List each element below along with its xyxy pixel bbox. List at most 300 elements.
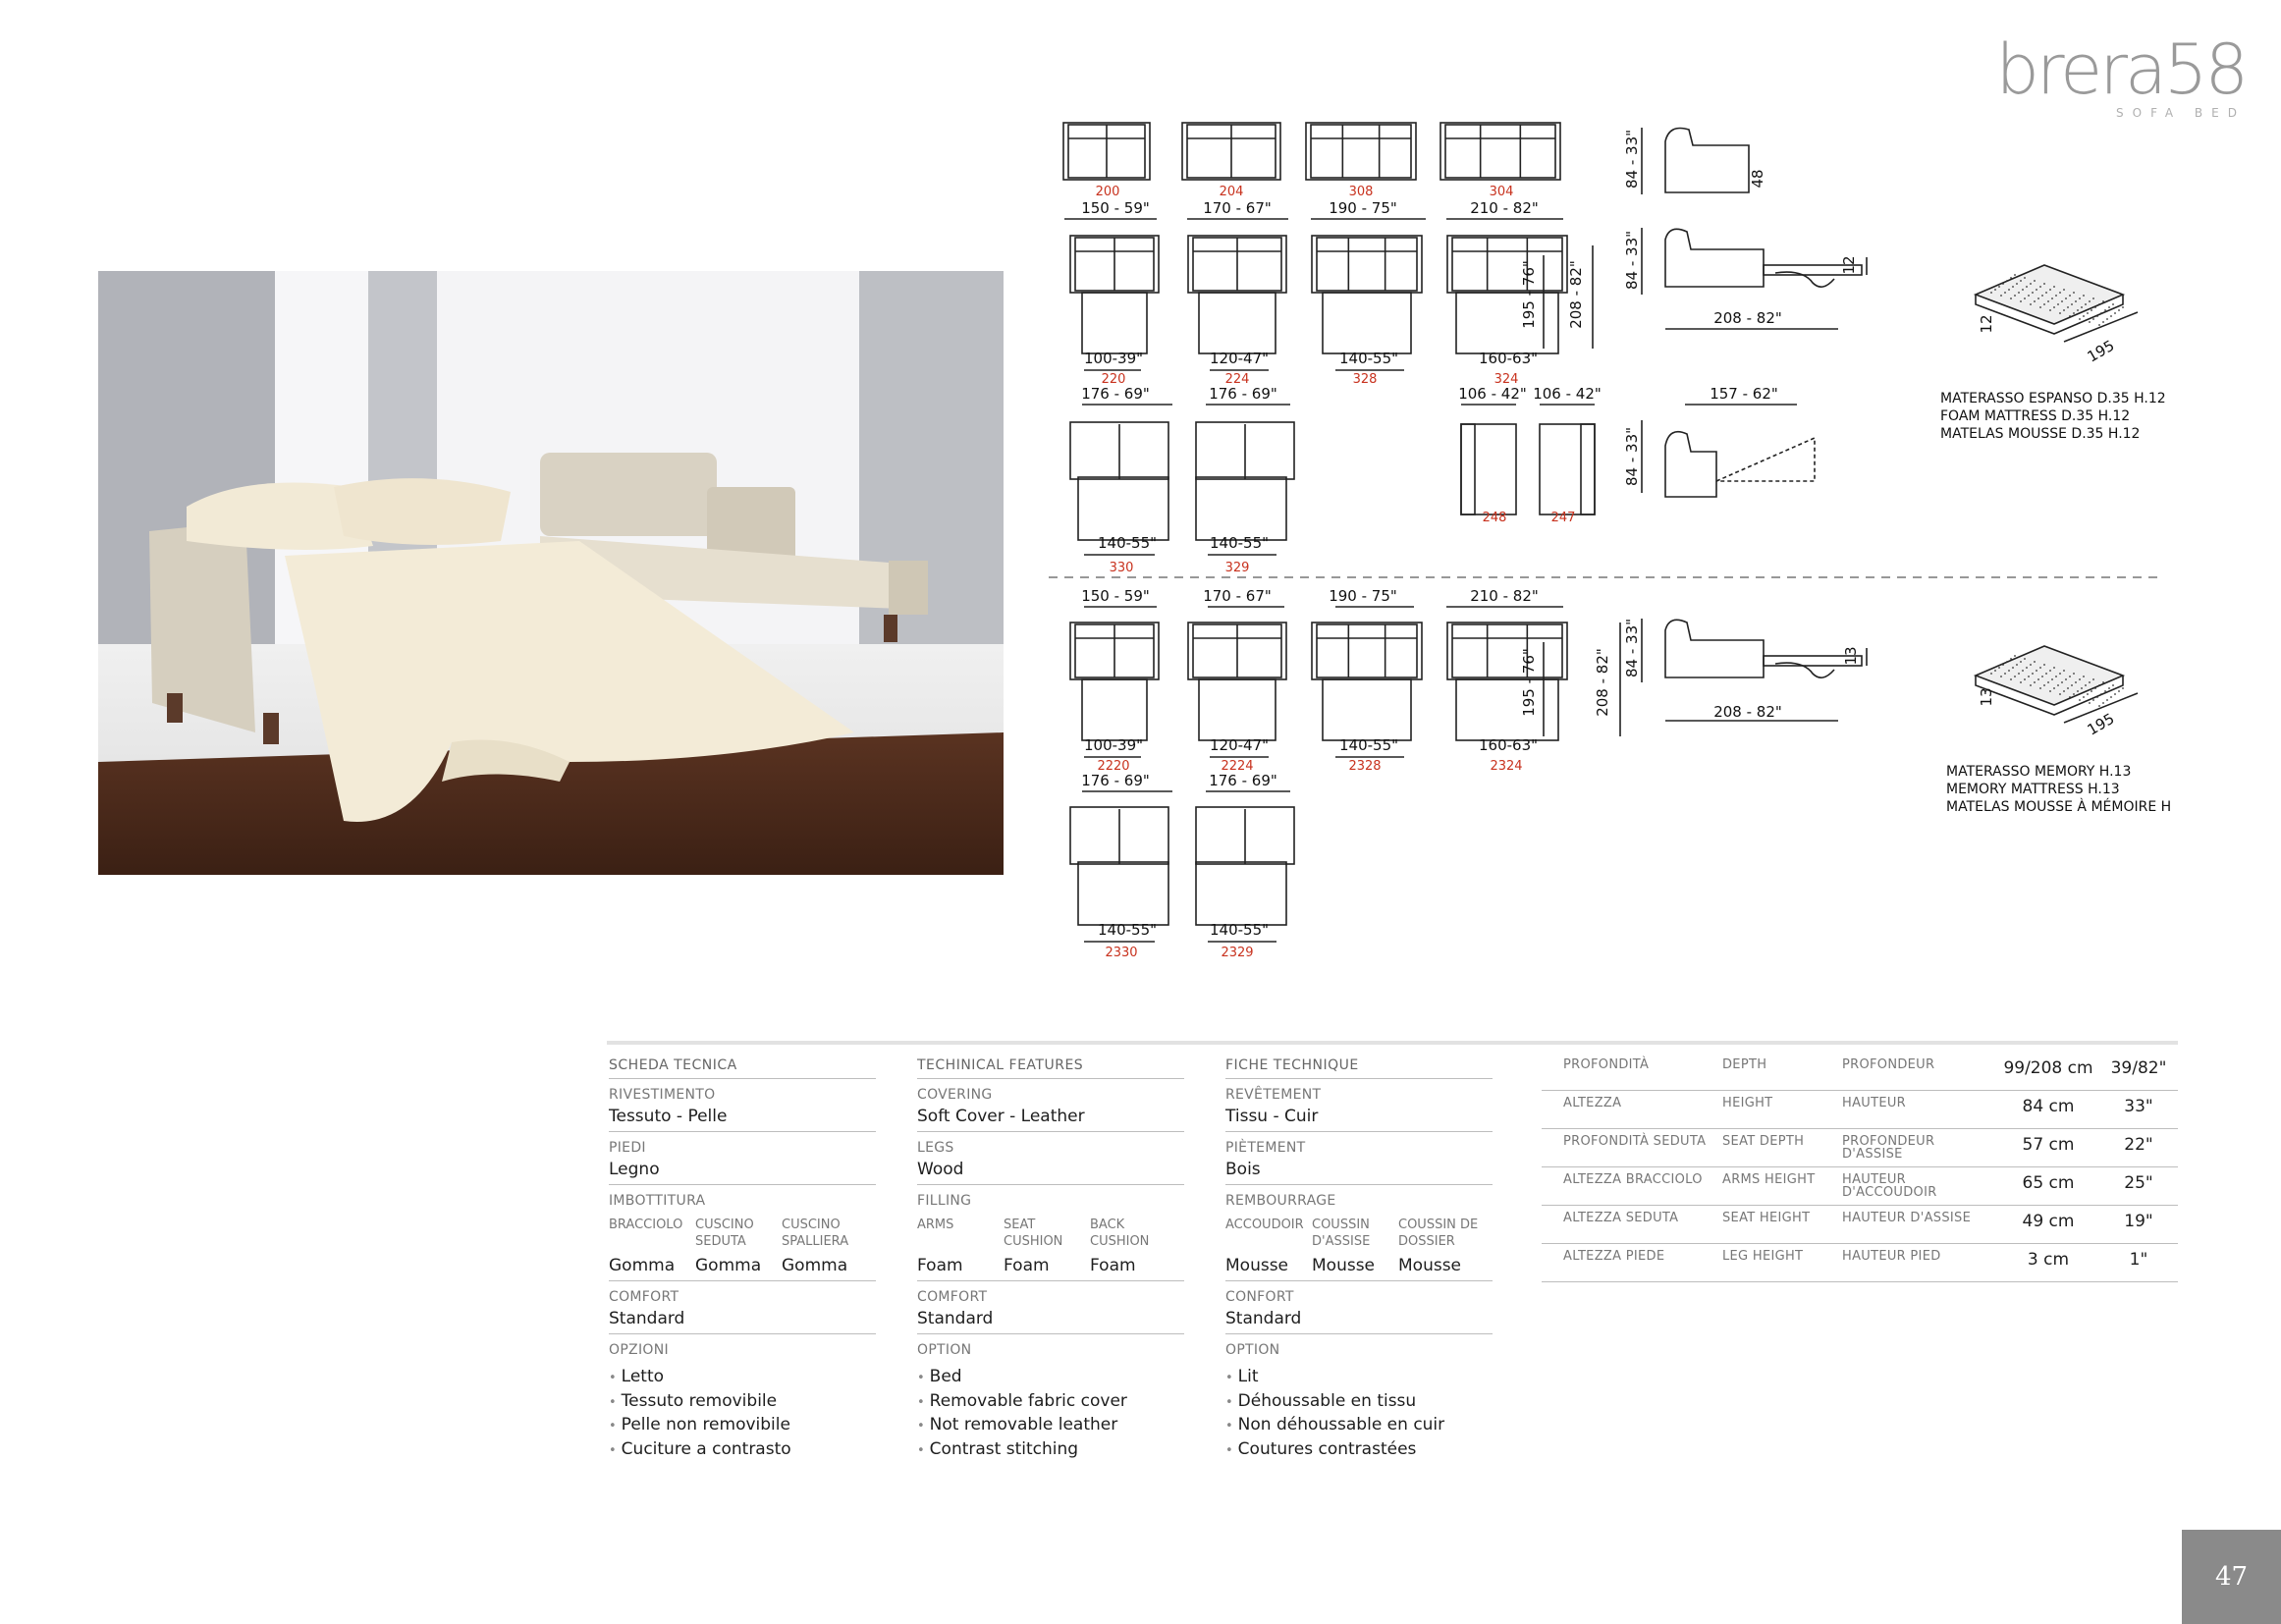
code-224: 224	[1224, 372, 1250, 387]
mattress-dot	[2022, 670, 2024, 672]
bed-outline	[1082, 679, 1147, 740]
filling-val-fr-3: Mousse	[1398, 1256, 1462, 1275]
single-sofa	[1461, 424, 1516, 514]
bed-outline	[1199, 293, 1276, 353]
mattress-dot	[2102, 300, 2104, 302]
mattress-dot	[2063, 670, 2065, 672]
mattress-dot	[2108, 306, 2110, 308]
filling-val-it-3: Gomma	[782, 1256, 848, 1275]
mattress-dot	[2112, 684, 2114, 686]
mattress-dot	[2057, 303, 2059, 305]
mattress-dot	[2010, 678, 2012, 680]
width-150: 150 - 59"	[1081, 199, 1150, 217]
mattress-dot	[2034, 661, 2036, 663]
mattress1-line-it: MATERASSO ESPANSO D.35 H.12	[1940, 391, 2166, 406]
dimension-row	[1542, 1167, 2178, 1206]
mattress-dot	[2047, 300, 2049, 302]
mattress-dot	[2037, 678, 2039, 680]
mattress-dot	[2091, 690, 2092, 692]
mattress2-thickness: 13	[1978, 687, 1995, 707]
mattress1-line-en: FOAM MATTRESS D.35 H.12	[1940, 408, 2131, 424]
sofa-frame	[1311, 125, 1411, 178]
mattress-dot	[2083, 696, 2085, 698]
mattress-dot	[2085, 303, 2087, 305]
dim-label-en: LEG HEIGHT	[1722, 1249, 1804, 1264]
mattress-dot	[2065, 678, 2067, 680]
lower-width-190: 190 - 75"	[1329, 587, 1397, 605]
chaise-width-1: 176 - 69"	[1081, 385, 1150, 403]
page-number: 47	[2182, 1530, 2281, 1624]
mattress-dot	[2002, 664, 2004, 666]
mattress-dot	[2098, 324, 2100, 326]
mattress-dot	[2051, 678, 2053, 680]
legs-label-it: PIEDI	[609, 1140, 646, 1156]
mattress-dot	[2118, 690, 2120, 692]
option-label-fr: OPTION	[1225, 1342, 1280, 1358]
option-item-fr: • Coutures contrastées	[1225, 1438, 1493, 1463]
code-204: 204	[1219, 185, 1244, 199]
mattress-dot	[2063, 690, 2065, 692]
dimension-row	[1542, 1091, 2178, 1129]
mattress-dot	[2059, 292, 2061, 294]
filling-sub-fr-2: COUSSIN D'ASSISE	[1312, 1218, 1371, 1249]
spec-header-en: TECHINICAL FEATURES	[917, 1053, 1184, 1079]
mattress-dot	[2041, 295, 2043, 297]
mattress-dot	[2094, 687, 2096, 689]
sofa-frame	[1445, 125, 1555, 178]
comfort-value-fr: Standard	[1225, 1309, 1493, 1334]
mattress-dot	[2079, 699, 2081, 701]
dim-value-cm: 57 cm	[2022, 1135, 2075, 1155]
width-210: 210 - 82"	[1470, 199, 1539, 217]
code-308: 308	[1348, 185, 1374, 199]
filling-val-en-2: Foam	[1004, 1256, 1050, 1275]
filling-val-fr-2: Mousse	[1312, 1256, 1376, 1275]
dim-label-it: ALTEZZA PIEDE	[1563, 1249, 1665, 1264]
mattress-dot	[2030, 684, 2032, 686]
sofa-top-view	[1447, 236, 1567, 293]
code-2330: 2330	[1105, 946, 1138, 960]
mattress-dot	[2073, 693, 2075, 695]
lower-chaise-bed-width-1: 140-55"	[1097, 921, 1158, 939]
mattress-dot	[2043, 684, 2045, 686]
mattress-dot	[2016, 664, 2018, 666]
mattress-dot	[2092, 678, 2094, 680]
filling-val-it-2: Gomma	[695, 1256, 762, 1275]
option-item-it: • Letto	[609, 1366, 876, 1390]
lower-depth: 208 - 82"	[1594, 648, 1611, 717]
mattress-dot	[2034, 300, 2036, 302]
mattress-dot	[2065, 298, 2067, 299]
mattress-dot	[2106, 699, 2108, 701]
lower-width-150: 150 - 59"	[1081, 587, 1150, 605]
option-label-en: OPTION	[917, 1342, 972, 1358]
width-170: 170 - 67"	[1203, 199, 1272, 217]
dim-value-in: 1"	[2129, 1250, 2148, 1270]
mattress2-line-en: MEMORY MATTRESS H.13	[1946, 782, 2120, 797]
filling-sub-it-1: BRACCIOLO	[609, 1218, 683, 1232]
mattress-dot	[2073, 673, 2075, 675]
bed-width-100: 100-39"	[1083, 350, 1144, 367]
recliner-side	[1665, 432, 1716, 497]
filling-val-it-1: Gomma	[609, 1256, 676, 1275]
mattress-dot	[2034, 681, 2036, 683]
mattress-dot	[2010, 277, 2012, 279]
option-item-fr: • Non déhoussable en cuir	[1225, 1414, 1493, 1438]
mattress-dot	[2085, 684, 2087, 686]
mattress-dot	[2014, 676, 2016, 677]
mattress-dot	[2098, 684, 2100, 686]
mattress-dot	[2104, 309, 2106, 311]
dim-label-en: HEIGHT	[1722, 1096, 1773, 1110]
chaise-bed	[1196, 862, 1286, 925]
spec-sheet	[607, 1041, 2178, 1483]
mattress-dot	[2118, 309, 2120, 311]
option-item-it: • Pelle non removibile	[609, 1414, 876, 1438]
open-depth: 208 - 82"	[1567, 260, 1585, 329]
covering-value-en: Soft Cover - Leather	[917, 1107, 1184, 1132]
code-2220: 2220	[1097, 759, 1130, 774]
option-item-it: • Tessuto removibile	[609, 1390, 876, 1415]
mattress-dot	[2018, 673, 2020, 675]
filling-sub-en-1: ARMS	[917, 1218, 954, 1232]
brand-tagline: SOFA BED	[2116, 106, 2246, 120]
mattress-dot	[2059, 673, 2061, 675]
mattress-dot	[2092, 699, 2094, 701]
single-width-1: 106 - 42"	[1458, 385, 1527, 403]
chaise-width-2: 176 - 69"	[1209, 385, 1277, 403]
mattress-dot	[2026, 286, 2028, 288]
filling-val-fr-1: Mousse	[1225, 1256, 1289, 1275]
mattress-dot	[2057, 684, 2059, 686]
covering-label-fr: REVÊTEMENT	[1225, 1087, 1322, 1103]
mattress-dot	[2024, 658, 2026, 660]
mattress-dot	[2020, 280, 2022, 282]
dim-value-cm: 99/208 cm	[2003, 1058, 2093, 1078]
single-arm	[1461, 424, 1475, 514]
legs-label-en: LEGS	[917, 1140, 954, 1156]
code-328: 328	[1352, 372, 1378, 387]
lower-length: 195 - 76"	[1520, 648, 1538, 717]
mattress-dot	[2069, 315, 2071, 317]
filling-sub-fr-3: COUSSIN DE DOSSIER	[1398, 1218, 1479, 1249]
mattress-dot	[2098, 705, 2100, 707]
covering-label-en: COVERING	[917, 1087, 993, 1103]
mattress-dot	[2079, 678, 2081, 680]
dimension-row	[1542, 1129, 2178, 1167]
lower-bed-width-120: 120-47"	[1209, 736, 1270, 754]
mattress-dot	[2104, 690, 2106, 692]
mattress-dot	[2110, 315, 2112, 317]
mattress-dot	[2079, 298, 2081, 299]
mattress-dot	[2055, 676, 2057, 677]
mattress-dot	[2053, 286, 2055, 288]
mattress1-thickness: 12	[1978, 314, 1995, 334]
legs-value-it: Legno	[609, 1160, 876, 1185]
mattress-dot	[2006, 661, 2008, 663]
dimension-row	[1542, 1244, 2178, 1282]
code-330: 330	[1109, 561, 1134, 575]
mattress-dot	[2002, 283, 2004, 285]
code-304: 304	[1489, 185, 1514, 199]
filling-label-en: FILLING	[917, 1193, 972, 1209]
option-item-en: • Not removable leather	[917, 1414, 1184, 1438]
mattress-dot	[2008, 670, 2010, 672]
side-height: 84 - 33"	[1623, 129, 1641, 189]
mattress-dot	[2122, 687, 2124, 689]
sofa-top-view	[1312, 236, 1422, 293]
mattress-dot	[2089, 321, 2091, 323]
mattress-dot	[2045, 292, 2047, 294]
lower-bed-width-160: 160-63"	[1478, 736, 1539, 754]
recliner-height: 84 - 33"	[1623, 426, 1641, 487]
spec-column-fr	[1225, 1053, 1493, 1462]
sofa-top-view	[1312, 623, 1422, 679]
mattress-dot	[2039, 667, 2041, 669]
mattress-dot	[2039, 306, 2041, 308]
mattress-dot	[2087, 693, 2089, 695]
dim-value-in: 33"	[2124, 1097, 2153, 1116]
mattress-dot	[2069, 295, 2071, 297]
filling-sub-it-2: CUSCINO SEDUTA	[695, 1218, 754, 1249]
mattress-dot	[2039, 286, 2041, 288]
mattress-dot	[2083, 295, 2085, 297]
option-item-en: • Bed	[917, 1366, 1184, 1390]
dim-label-fr: HAUTEUR D'ACCOUDOIR	[1842, 1172, 1937, 1200]
dim-value-in: 19"	[2124, 1212, 2153, 1231]
spec-column-en	[917, 1053, 1184, 1462]
mattress-dot	[2024, 277, 2026, 279]
mattress-dot	[2045, 673, 2047, 675]
comfort-value-en: Standard	[917, 1309, 1184, 1334]
lower-side-length: 208 - 82"	[1713, 703, 1782, 721]
mattress-dot	[2114, 693, 2116, 695]
comfort-label-it: COMFORT	[609, 1289, 679, 1305]
mattress-dot	[2030, 664, 2032, 666]
dim-label-it: PROFONDITÀ SEDUTA	[1563, 1134, 1707, 1149]
mattress-dot	[2077, 309, 2079, 311]
mattress-dot	[2102, 321, 2104, 323]
code-2224: 2224	[1221, 759, 1254, 774]
covering-value-fr: Tissu - Cuir	[1225, 1107, 1493, 1132]
mattress-dot	[2087, 312, 2089, 314]
bed-width-120: 120-47"	[1209, 350, 1270, 367]
filling-sub-fr-1: ACCOUDOIR	[1225, 1218, 1304, 1232]
dim-label-it: ALTEZZA BRACCIOLO	[1563, 1172, 1703, 1187]
spec-header-fr: FICHE TECHNIQUE	[1225, 1053, 1493, 1079]
code-200: 200	[1095, 185, 1120, 199]
mattress-dot	[2036, 289, 2037, 291]
dim-label-en: DEPTH	[1722, 1057, 1767, 1072]
mattress-dot	[2069, 676, 2071, 677]
dim-label-fr: HAUTEUR PIED	[1842, 1249, 1941, 1264]
mattress-dot	[2067, 687, 2069, 689]
brand-wordmark: brera58	[1995, 29, 2246, 110]
mattress-dot	[2083, 315, 2085, 317]
mattress-dot	[2122, 306, 2124, 308]
dim-value-in: 22"	[2124, 1135, 2153, 1155]
mattress-dot	[2012, 286, 2014, 288]
mattress-dot	[2071, 303, 2073, 305]
mattress-dot	[2014, 295, 2016, 297]
lower-chaise-bed-width-2: 140-55"	[1209, 921, 1270, 939]
mattress-dot	[2049, 670, 2051, 672]
bed-outline	[1323, 679, 1411, 740]
option-item-it: • Cuciture a contrasto	[609, 1438, 876, 1463]
mattress-dot	[2043, 664, 2045, 666]
sofa-top-view	[1447, 623, 1567, 679]
mattress-dot	[2089, 702, 2091, 704]
mattress-dot	[2061, 300, 2063, 302]
mattress-dot	[2059, 312, 2061, 314]
mattress-dot	[2081, 687, 2083, 689]
dimension-row	[1542, 1206, 2178, 1244]
single-sofa	[1540, 424, 1595, 514]
bed-width-140: 140-55"	[1338, 350, 1399, 367]
spec-column-it	[609, 1053, 876, 1462]
mattress-dot	[1994, 670, 1996, 672]
lower-side-thickness: 13	[1842, 646, 1860, 666]
mattress-dot	[2063, 309, 2065, 311]
mattress-dot	[2008, 289, 2010, 291]
mattress-dot	[2061, 681, 2063, 683]
sofa-frame	[1452, 238, 1562, 291]
filling-sub-it-3: CUSCINO SPALLIERA	[782, 1218, 849, 1249]
filling-sub-en-2: SEAT CUSHION	[1004, 1218, 1063, 1249]
mattress-dot	[2020, 661, 2022, 663]
mattress-dot	[2049, 690, 2051, 692]
filling-label-it: IMBOTTITURA	[609, 1193, 706, 1209]
mattress-dot	[2028, 676, 2030, 677]
sofa-top-view	[1306, 123, 1416, 180]
lower-bed-width-100: 100-39"	[1083, 736, 1144, 754]
mattress-dot	[2030, 303, 2032, 305]
dim-value-in: 39/82"	[2110, 1058, 2167, 1078]
mattress-dot	[2032, 292, 2034, 294]
filling-val-en-1: Foam	[917, 1256, 963, 1275]
mattress-dot	[2092, 298, 2094, 299]
mattress-dot	[2112, 303, 2114, 305]
mattress-dot	[2006, 280, 2008, 282]
mattress-dot	[2075, 300, 2077, 302]
dim-label-en: SEAT DEPTH	[1722, 1134, 1805, 1149]
dim-value-cm: 65 cm	[2022, 1173, 2075, 1193]
single-arm	[1581, 424, 1595, 514]
mattress-dot	[2028, 295, 2030, 297]
sofa-frame	[1317, 238, 1417, 291]
code-248: 248	[1482, 511, 1507, 525]
dimension-line	[2064, 312, 2138, 342]
options-list-it	[609, 1366, 876, 1462]
mattress-dot	[2010, 658, 2012, 660]
code-324: 324	[1494, 372, 1519, 387]
recliner-motion	[1716, 438, 1815, 481]
mattress-dot	[2106, 318, 2108, 320]
mattress-dot	[2114, 312, 2116, 314]
comfort-label-fr: CONFORT	[1225, 1289, 1294, 1305]
dim-label-it: ALTEZZA SEDUTA	[1563, 1211, 1679, 1225]
mattress-dot	[2102, 702, 2104, 704]
chaise-bed-width-2: 140-55"	[1209, 534, 1270, 552]
open-side-length: 208 - 82"	[1713, 309, 1782, 327]
comfort-label-en: COMFORT	[917, 1289, 988, 1305]
mattress-dot	[2037, 298, 2039, 299]
chaise-bed	[1196, 477, 1286, 540]
bed-width-160: 160-63"	[1478, 350, 1539, 367]
legs-value-en: Wood	[917, 1160, 1184, 1185]
mattress-dot	[2053, 667, 2055, 669]
mattress-dot	[2089, 300, 2091, 302]
mattress-dot	[2004, 673, 2006, 675]
lower-side-height: 84 - 33"	[1623, 618, 1641, 678]
mattress-dot	[2096, 696, 2098, 698]
mattress-dot	[2049, 309, 2051, 311]
mattress-dot	[2032, 673, 2034, 675]
mattress-dot	[2049, 289, 2051, 291]
filling-sub-en-3: BACK CUSHION	[1090, 1218, 1150, 1249]
sofa-frame	[1452, 624, 1562, 677]
mattress-dot	[2034, 280, 2036, 282]
mattress-dot	[2059, 693, 2061, 695]
mattress-dot	[2092, 318, 2094, 320]
open-length: 195 - 76"	[1520, 260, 1538, 329]
spec-header-it: SCHEDA TECNICA	[609, 1053, 876, 1079]
mattress-dot	[2012, 667, 2014, 669]
mattress-dot	[1990, 292, 1992, 294]
code-247: 247	[1550, 511, 1576, 525]
dim-label-fr: HAUTEUR D'ASSISE	[1842, 1211, 1972, 1225]
sofa-frame	[1317, 624, 1417, 677]
mattress-dot	[2094, 306, 2096, 308]
mattress-dot	[2102, 681, 2104, 683]
mattress1-length: 195	[2084, 336, 2118, 366]
recliner-length: 157 - 62"	[1710, 385, 1778, 403]
mattress-dot	[1998, 667, 2000, 669]
mattress-dot	[2110, 696, 2112, 698]
dim-label-en: SEAT HEIGHT	[1722, 1211, 1811, 1225]
filling-label-fr: REMBOURRAGE	[1225, 1193, 1336, 1209]
mattress-dot	[2073, 292, 2075, 294]
mattress2-line-it: MATERASSO MEMORY H.13	[1946, 764, 2132, 780]
dim-label-it: ALTEZZA	[1563, 1096, 1622, 1110]
mattress-dot	[2053, 306, 2055, 308]
mattress-dot	[2100, 312, 2102, 314]
dim-label-fr: HAUTEUR	[1842, 1096, 1906, 1110]
mattress-dot	[2020, 300, 2022, 302]
code-2328: 2328	[1348, 759, 1382, 774]
option-label-it: OPZIONI	[609, 1342, 669, 1358]
mattress-dot	[2022, 289, 2024, 291]
bed-outline	[1323, 293, 1411, 353]
side-view-open	[1665, 620, 1764, 677]
technical-drawings	[1041, 108, 2170, 992]
mattress-dot	[2075, 681, 2077, 683]
dim-value-cm: 49 cm	[2022, 1212, 2075, 1231]
mattress-dot	[2010, 298, 2012, 299]
lower-bed-width-140: 140-55"	[1338, 736, 1399, 754]
mattress-dot	[2051, 298, 2053, 299]
option-item-en: • Removable fabric cover	[917, 1390, 1184, 1415]
mattress-dot	[2039, 687, 2041, 689]
chaise-bed	[1078, 477, 1168, 540]
mattress-dot	[2014, 655, 2016, 657]
mattress-dot	[2089, 681, 2091, 683]
mattress-dot	[2030, 283, 2032, 285]
mattress-dot	[2043, 283, 2045, 285]
option-item-fr: • Déhoussable en tissu	[1225, 1390, 1493, 1415]
mattress2-length: 195	[2084, 709, 2118, 739]
mattress-top	[1976, 265, 2123, 324]
